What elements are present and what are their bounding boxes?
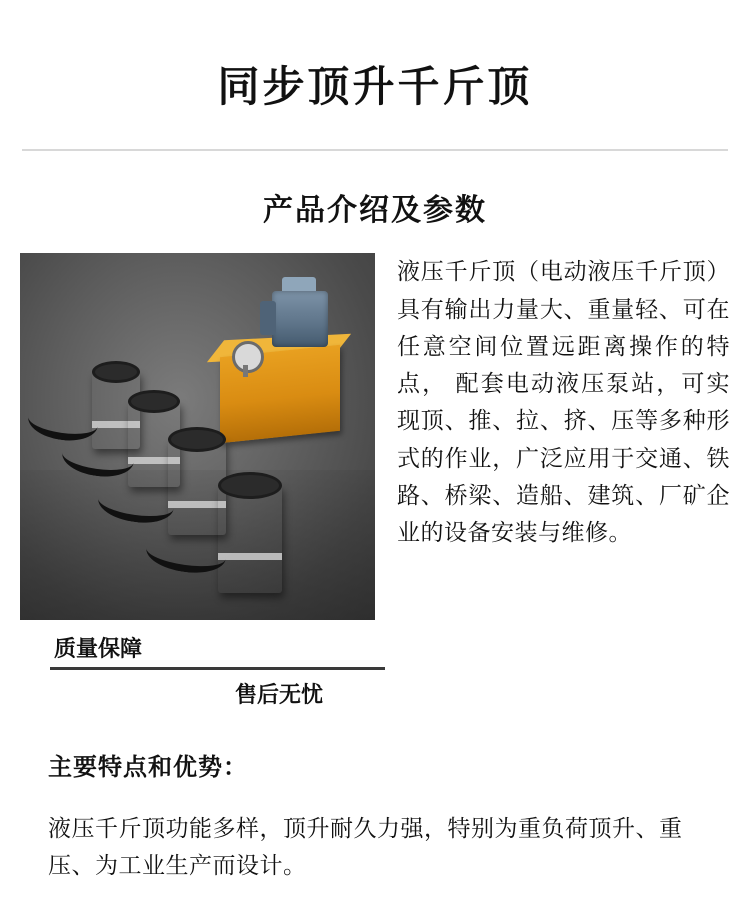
section-heading: 产品介绍及参数 bbox=[263, 194, 487, 228]
title-divider bbox=[22, 149, 728, 151]
pressure-gauge-stem bbox=[243, 365, 248, 377]
motor-fan-housing bbox=[260, 301, 276, 335]
features-title: 主要特点和优势： bbox=[48, 754, 248, 782]
quality-block bbox=[0, 632, 750, 709]
quality-divider bbox=[50, 667, 385, 670]
product-photo bbox=[20, 253, 375, 620]
product-description: 液压千斤顶（电动液压千斤顶）具有输出力量大、重量轻、可在任意空间位置远距离操作的特点， 配套电动液压泵站，可实现顶、推、拉、挤、压等多种形式的作业，广泛应用于交通、铁路、桥梁、造船、建筑、厂矿企业的设备安装与维修。 bbox=[397, 258, 730, 546]
hydraulic-jack bbox=[218, 485, 282, 593]
after-sales-label: 售后无忧 bbox=[235, 682, 324, 708]
hydraulic-jack-band bbox=[218, 553, 282, 560]
features-body: 液压千斤顶功能多样，顶升耐久力强，特别为重负荷顶升、重压、为工业生产而设计。 bbox=[48, 815, 683, 879]
title-block bbox=[0, 0, 750, 112]
page-title: 同步顶升千斤顶 bbox=[217, 63, 533, 110]
features-block bbox=[0, 747, 750, 884]
product-area bbox=[0, 253, 750, 620]
quality-guarantee-label: 质量保障 bbox=[54, 636, 143, 662]
electric-motor bbox=[272, 291, 328, 347]
